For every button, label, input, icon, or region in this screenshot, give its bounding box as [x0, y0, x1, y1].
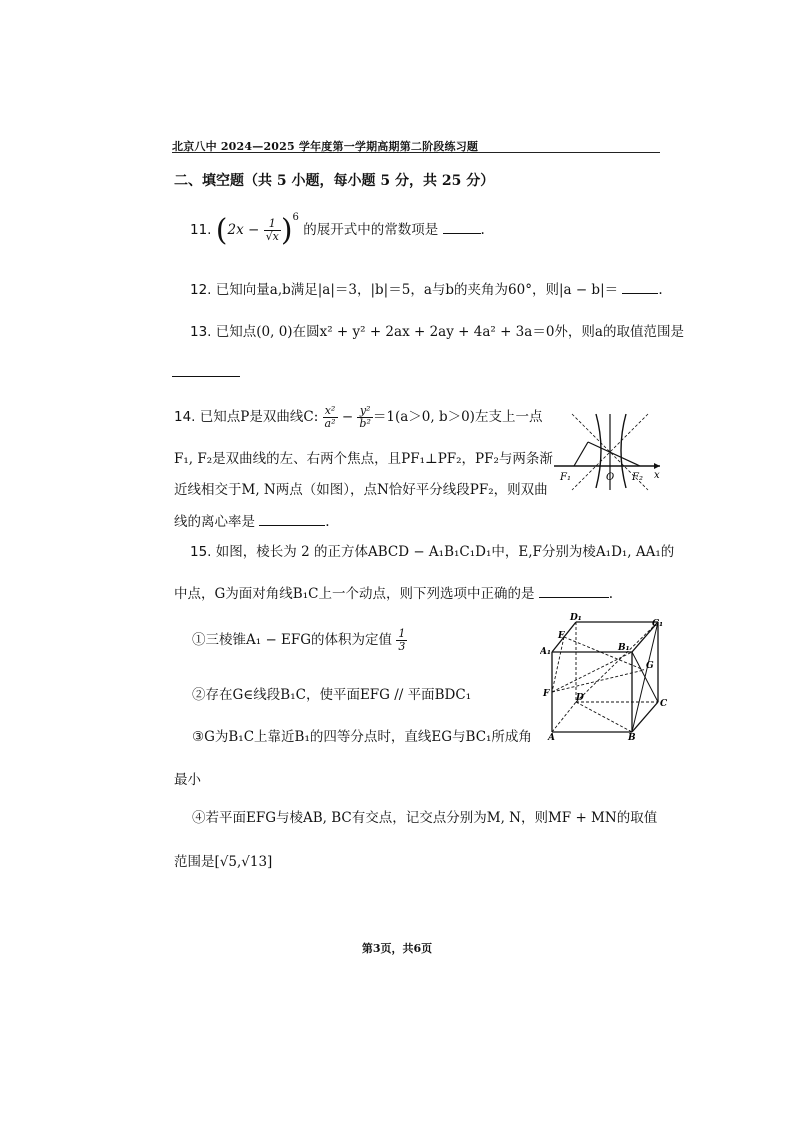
hyperbola-right-branch [621, 414, 626, 488]
question-13 [190, 320, 684, 340]
q14-answer-blank[interactable] [259, 513, 325, 526]
diagonal-db [576, 702, 632, 732]
q11-fraction: $\frac{1}{√x}$ [265, 217, 279, 243]
q13-number: 13. [190, 324, 212, 340]
question-14-line2: F₁, F₂是双曲线的左、右两个焦点，且PF₁⊥PF₂，PF₂与两条渐 [174, 451, 553, 467]
label-f: F [543, 689, 550, 699]
cube-figure [540, 612, 670, 742]
section-title: 二、填空题（共 5 小题，每小题 5 分，共 25 分） [174, 173, 495, 189]
label-c1: C₁ [652, 619, 664, 629]
label-a: A [548, 733, 555, 742]
segment-fg [552, 670, 644, 692]
label-f2: F₂ [632, 472, 643, 483]
diagonal-bc1 [632, 622, 658, 732]
header-rule [172, 152, 660, 153]
question-14-line3: 近线相交于M, N两点（如图），点N恰好平分线段PF₂，则双曲 [174, 482, 548, 498]
hyperbola-left-branch [596, 414, 601, 488]
q14-fraction-x: $\frac{\text{x²}}{\text{a²}}$ [324, 404, 336, 430]
label-a1: A₁ [540, 647, 551, 657]
question-15-line1: 15. 如图，棱长为 2 的正方体ABCD − A₁B₁C₁D₁中，E,F分别为棱A₁D₁, AA₁的 [190, 544, 675, 560]
q12-number: 12. [190, 282, 212, 298]
q15-number: 15. [190, 544, 212, 560]
label-f1: F₁ [560, 472, 571, 483]
label-e: E [558, 631, 565, 641]
q11-expr: 2x − [227, 222, 260, 238]
segment-pf1 [574, 442, 588, 466]
question-12: 12. 已知向量a,b满足|a|＝3，|b|＝5，a与b的夹角为60°，则|a − b|＝ . [190, 282, 663, 298]
q15-option-2: ②存在G∈线段B₁C，使平面EFG // 平面BDC₁ [192, 687, 472, 703]
page-footer: 第3页，共6页 [361, 942, 433, 955]
q13-answer-blank[interactable] [172, 376, 240, 377]
q12-text: 已知向量a,b满足|a|＝3，|b|＝5，a与b的夹角为60°，则|a − b|＝ [215, 282, 619, 298]
q11-text: 的展开式中的常数项是 [303, 222, 439, 238]
question-14-line1: 14. 已知点P是双曲线C: $\frac{\text{x²}}{\text{a²}}$ − $\frac{\text{y²}}{\text{b²}}$ ＝1(a＞0, b＞0)左支上一点 [174, 404, 543, 430]
q13-text: 已知点(0, 0)在圆x² + y² + 2ax + 2ay + 4a² + 3a＝0外，则a的取值范围是 [215, 324, 684, 340]
segment-pf2 [588, 442, 640, 466]
hyperbola-figure [548, 410, 666, 492]
q14-fraction-y: $\frac{\text{y²}}{\text{b²}}$ [359, 404, 371, 430]
question-15-line2: 中点，G为面对角线B₁C上一个动点，则下列选项中正确的是 . [174, 586, 614, 602]
label-d: D [576, 693, 584, 703]
question-11: 11. (2x − $\frac{1}{√x}$ )$^6$ 的展开式中的常数项是 . [190, 212, 485, 248]
q15-option-4-cont: 范围是[√5,√13] [174, 854, 273, 870]
q11-exponent: 6 [292, 212, 299, 223]
question-14-line4: 线的离心率是 . [174, 514, 330, 530]
label-b: B [628, 733, 636, 742]
x-axis-arrow [654, 463, 660, 469]
q15-option-1-fraction: $\frac{1}{3}$ [398, 627, 406, 653]
q15-option-4: ④若平面EFG与棱AB, BC有交点，记交点分别为M, N，则MF + MN的取值 [192, 810, 658, 826]
label-o: O [606, 472, 615, 483]
label-x: x [654, 470, 660, 481]
label-d1: D₁ [570, 613, 582, 623]
label-c: C [660, 699, 668, 709]
label-b1: B₁ [618, 643, 630, 653]
q12-answer-blank[interactable] [622, 281, 658, 294]
label-g: G [646, 661, 654, 671]
q15-option-3-cont: 最小 [174, 772, 201, 788]
q15-option-1: ①三棱锥A₁ − EFG的体积为定值 $\frac{1}{3}$ [192, 627, 406, 653]
q15-option-3: ③G为B₁C上靠近B₁的四等分点时，直线EG与BC₁所成角 [192, 729, 532, 745]
q11-number: 11. [190, 222, 212, 238]
q14-number: 14. [174, 409, 196, 425]
q15-answer-blank[interactable] [539, 585, 609, 598]
q11-answer-blank[interactable] [443, 221, 481, 234]
page-header: 北京八中 2024—2025 学年度第一学期高期第二阶段练习题 [172, 140, 479, 153]
edge-ad [552, 702, 576, 732]
